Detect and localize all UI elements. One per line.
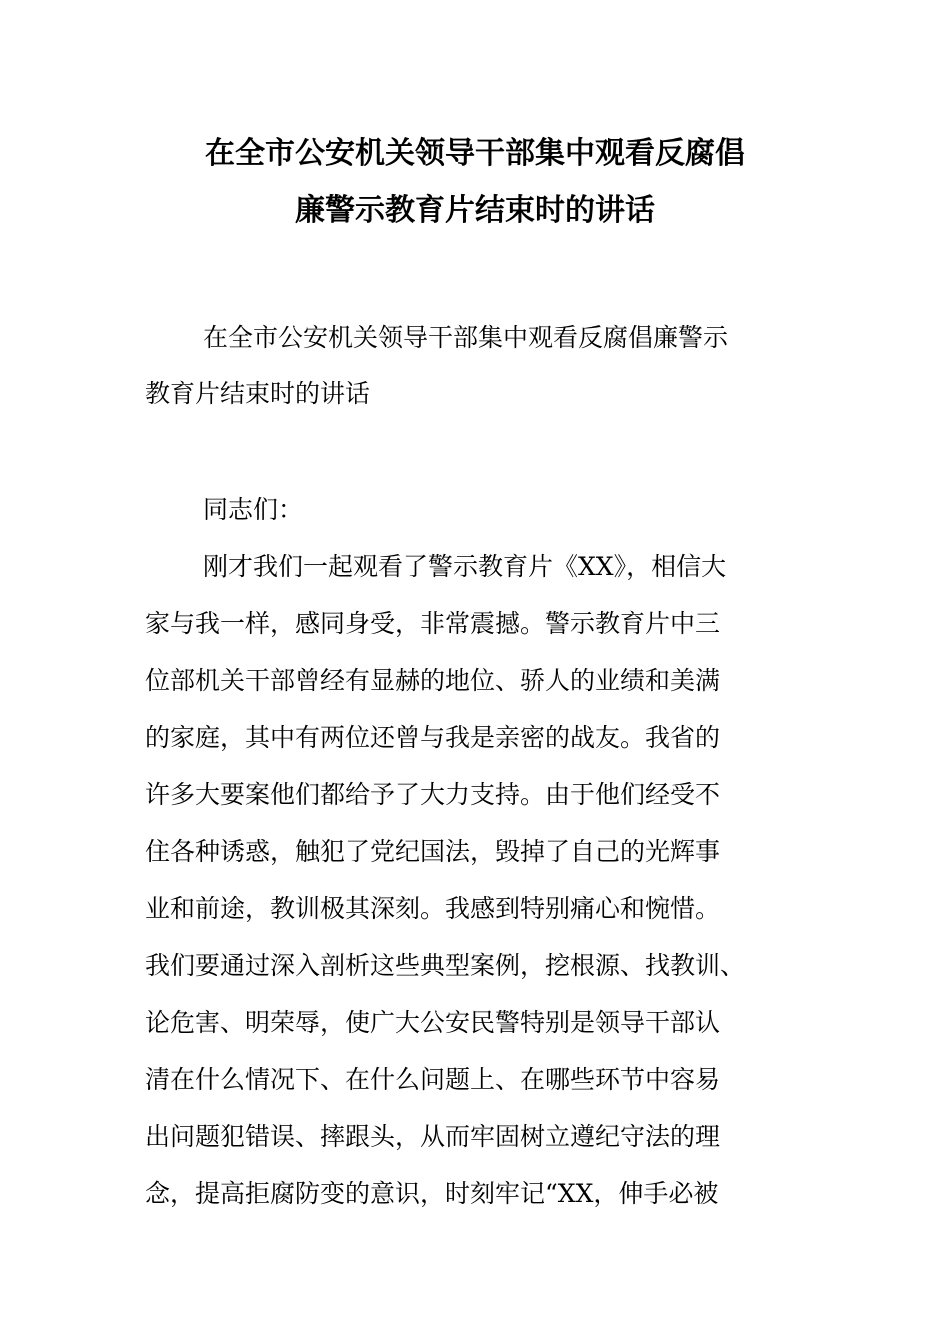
paragraph-line: 业和前途，教训极其深刻。我感到特别痛心和惋惜。	[145, 894, 721, 923]
paragraph-line: 清在什么情况下、在什么问题上、在哪些环节中容易	[145, 1065, 721, 1094]
paragraph-line: 念，提高拒腐防变的意识，时刻牢记“XX，伸手必被	[145, 1179, 719, 1208]
subtitle-line-1: 在全市公安机关领导干部集中观看反腐倡廉警示	[203, 323, 729, 352]
document-title-line-1: 在全市公安机关领导干部集中观看反腐倡	[205, 136, 745, 171]
paragraph-line: 我们要通过深入剖析这些典型案例，挖根源、找教训、	[145, 951, 746, 980]
subtitle-line-2: 教育片结束时的讲话	[145, 379, 371, 408]
salutation: 同志们：	[203, 495, 304, 524]
paragraph-line: 住各种诱惑，触犯了党纪国法，毁掉了自己的光辉事	[145, 837, 721, 866]
paragraph-line: 位部机关干部曾经有显赫的地位、骄人的业绩和美满	[145, 666, 721, 695]
paragraph-line: 论危害、明荣辱，使广大公安民警特别是领导干部认	[145, 1008, 721, 1037]
paragraph-line: 许多大要案他们都给予了大力支持。由于他们经受不	[145, 780, 721, 809]
paragraph-line: 刚才我们一起观看了警示教育片《XX》，相信大	[203, 552, 727, 581]
paragraph-line: 家与我一样，感同身受，非常震撼。警示教育片中三	[145, 609, 721, 638]
document-title-line-2: 廉警示教育片结束时的讲话	[295, 193, 655, 228]
paragraph-line: 的家庭，其中有两位还曾与我是亲密的战友。我省的	[145, 723, 721, 752]
paragraph-line: 出问题犯错误、摔跟头，从而牢固树立遵纪守法的理	[145, 1122, 721, 1151]
